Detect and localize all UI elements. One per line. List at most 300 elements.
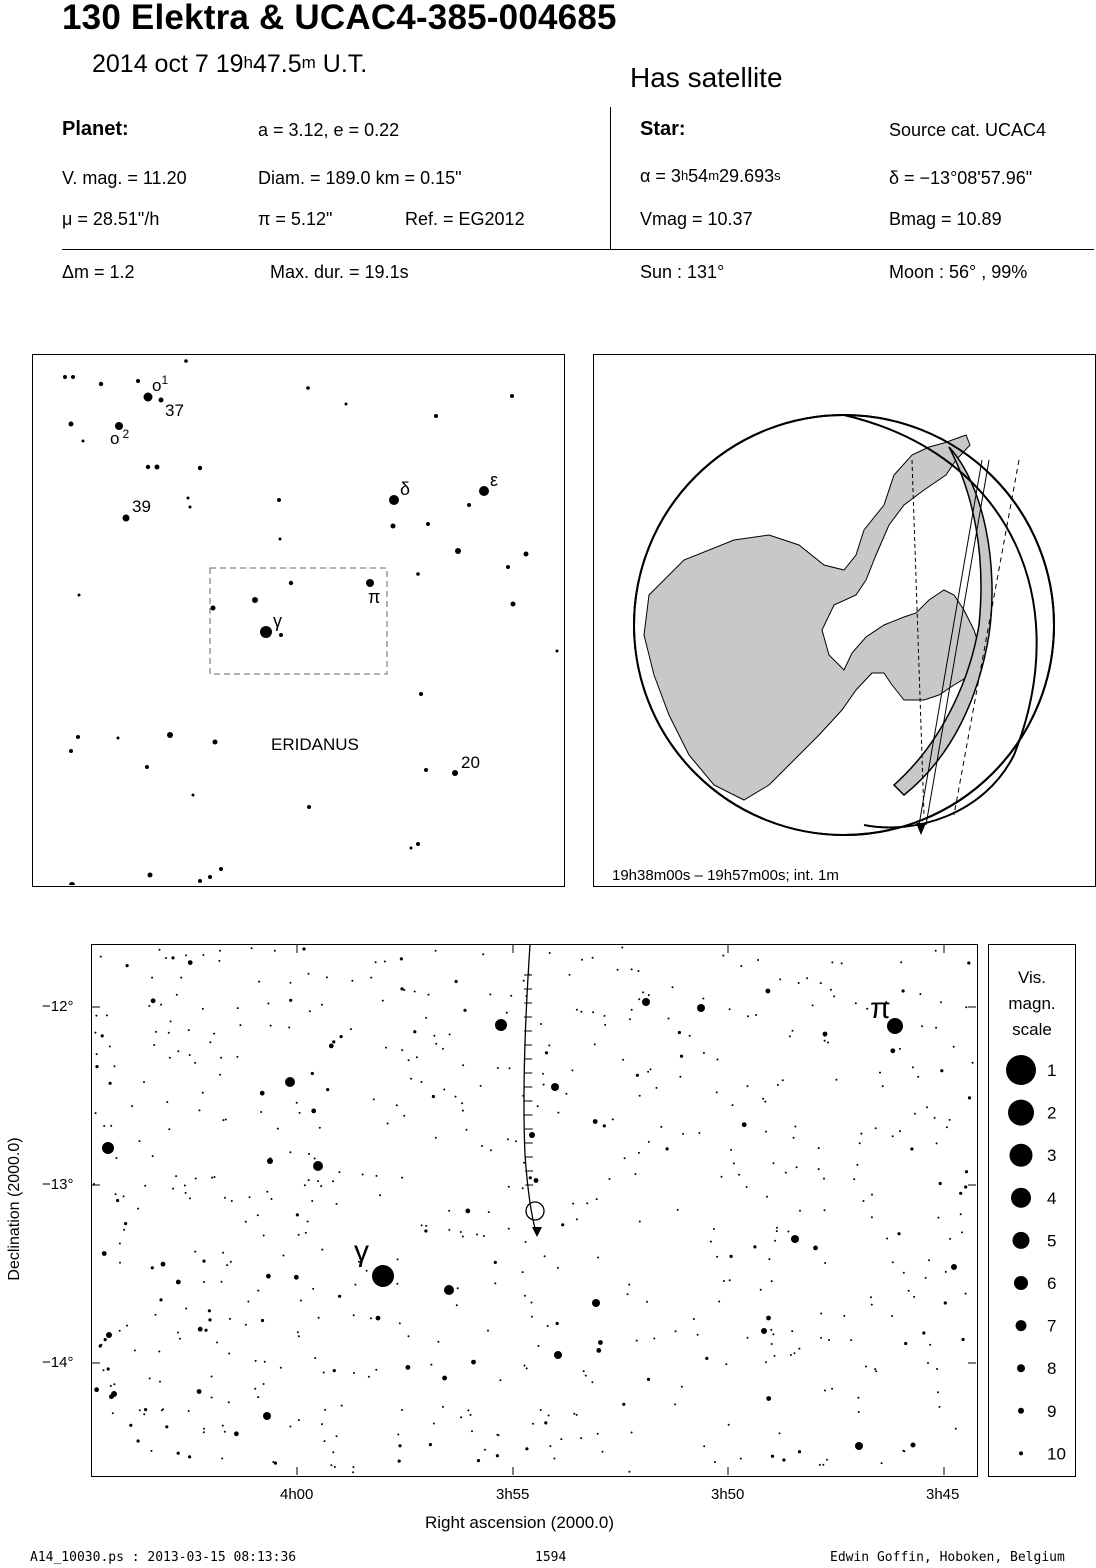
- field-star: [713, 1228, 715, 1230]
- field-star: [442, 1048, 444, 1050]
- field-star: [622, 1059, 624, 1061]
- field-star: [522, 1187, 524, 1189]
- field-star: [109, 1046, 111, 1048]
- field-star: [831, 961, 833, 963]
- field-star: [385, 1047, 387, 1049]
- field-star: [592, 957, 594, 959]
- scale-magnitude-label: 1: [1047, 1061, 1057, 1080]
- field-star: [400, 957, 403, 960]
- finder-star: [289, 581, 293, 585]
- field-star: [267, 1003, 269, 1005]
- field-star: [397, 1434, 399, 1436]
- field-star: [940, 1001, 942, 1003]
- bright-star: [267, 1158, 273, 1164]
- field-star: [548, 1415, 550, 1417]
- footer-number: 1594: [535, 1550, 567, 1565]
- field-star: [874, 1368, 876, 1370]
- field-star: [255, 1360, 257, 1362]
- field-star: [660, 1126, 662, 1128]
- field-star: [596, 1348, 601, 1353]
- field-star: [945, 1271, 947, 1273]
- field-star: [782, 1458, 785, 1461]
- field-star: [338, 1295, 341, 1298]
- field-star: [936, 1142, 938, 1144]
- field-star: [202, 954, 204, 956]
- field-star: [320, 1185, 322, 1187]
- field-star: [721, 1176, 723, 1178]
- field-star: [628, 1284, 630, 1286]
- field-star: [101, 1034, 104, 1037]
- field-star: [424, 1229, 427, 1232]
- field-star: [929, 1344, 931, 1346]
- field-star: [609, 1178, 611, 1180]
- field-star: [312, 1288, 314, 1290]
- label-epsilon: ε: [490, 470, 499, 490]
- field-star: [560, 1438, 562, 1440]
- finder-star: [279, 538, 282, 541]
- field-star: [738, 1174, 740, 1176]
- finder-star: [306, 386, 310, 390]
- field-star: [926, 1106, 928, 1108]
- scale-symbol: [1016, 1320, 1027, 1331]
- field-star: [681, 1386, 683, 1388]
- field-star: [777, 1084, 779, 1086]
- field-star: [290, 982, 292, 984]
- field-star: [332, 1451, 334, 1453]
- field-star: [891, 1315, 893, 1317]
- field-star: [334, 1466, 336, 1468]
- detail-area-box: [210, 568, 387, 674]
- bright-star: [529, 1132, 535, 1138]
- field-star: [545, 1051, 548, 1054]
- field-star: [406, 1365, 411, 1370]
- field-star: [370, 1317, 372, 1319]
- field-star: [129, 1424, 132, 1427]
- finder-star: [78, 594, 81, 597]
- field-star: [935, 1027, 937, 1029]
- field-star: [934, 1117, 936, 1119]
- event-datetime: 2014 oct 7 19$^h$47.5$^m$ U.T.: [92, 50, 368, 78]
- field-star: [523, 1162, 525, 1164]
- finder-chart-canvas: [33, 355, 563, 885]
- field-star: [477, 1459, 480, 1462]
- field-star: [729, 1008, 731, 1010]
- field-star: [576, 1009, 578, 1011]
- field-star: [899, 1048, 901, 1050]
- y-tick-12: −12°: [42, 998, 74, 1015]
- finder-star: [76, 735, 80, 739]
- field-star: [675, 1330, 677, 1332]
- star-declination: δ = −13°08'57.96": [889, 168, 1033, 188]
- field-star: [208, 1309, 211, 1312]
- field-star: [835, 1079, 837, 1081]
- field-star: [573, 1413, 575, 1415]
- field-star: [972, 1062, 974, 1064]
- field-star: [376, 1175, 378, 1177]
- field-star: [892, 1261, 894, 1263]
- field-star: [368, 1376, 370, 1378]
- field-star: [813, 1246, 818, 1251]
- field-star: [95, 1065, 98, 1068]
- field-star: [144, 1408, 147, 1411]
- field-star: [148, 1005, 150, 1007]
- scale-title: Vis. magn. scale: [1008, 968, 1056, 1039]
- field-star: [710, 1241, 712, 1243]
- field-star: [188, 1029, 190, 1031]
- planet-orbit: a = 3.12, e = 0.22: [258, 120, 400, 140]
- field-star: [824, 1390, 826, 1392]
- field-star: [336, 1203, 338, 1205]
- field-star: [456, 1304, 458, 1306]
- field-star: [247, 1301, 249, 1303]
- field-star: [304, 1184, 306, 1186]
- field-star: [249, 1196, 251, 1198]
- field-star: [820, 982, 822, 984]
- finder-star: [511, 602, 516, 607]
- field-star: [95, 1015, 97, 1017]
- field-star: [134, 1349, 136, 1351]
- finder-star: [198, 879, 202, 883]
- field-star: [151, 1450, 153, 1452]
- field-star: [936, 1368, 938, 1370]
- field-star: [871, 1304, 873, 1306]
- field-star: [442, 1406, 444, 1408]
- field-star: [967, 961, 970, 964]
- field-star: [457, 1287, 459, 1289]
- field-star: [172, 1188, 174, 1190]
- field-star: [137, 1208, 139, 1210]
- field-star: [370, 977, 372, 979]
- field-star: [401, 1049, 403, 1051]
- field-star: [177, 1452, 180, 1455]
- field-star: [401, 1409, 403, 1411]
- field-star: [197, 1389, 202, 1394]
- field-star: [119, 1262, 121, 1264]
- field-star: [433, 1423, 435, 1425]
- field-star: [553, 1458, 555, 1460]
- scale-symbol: [1006, 1055, 1036, 1085]
- field-star: [185, 954, 187, 956]
- bright-star: [761, 1328, 767, 1334]
- field-star: [257, 1290, 259, 1292]
- field-star: [470, 1414, 472, 1416]
- scale-symbol: [1019, 1451, 1023, 1455]
- field-star: [650, 1068, 652, 1070]
- constellation-label: ERIDANUS: [271, 735, 359, 754]
- field-star: [260, 1091, 265, 1096]
- field-star: [324, 1440, 326, 1442]
- field-star: [198, 1327, 203, 1332]
- field-star: [723, 1280, 725, 1282]
- field-star: [309, 1010, 311, 1012]
- field-star: [622, 1403, 625, 1406]
- finder-star: [345, 403, 348, 406]
- field-star: [449, 1033, 451, 1035]
- field-star: [94, 1032, 96, 1034]
- field-star: [119, 1330, 121, 1332]
- field-star: [254, 1388, 256, 1390]
- finder-star: [510, 394, 514, 398]
- field-star: [598, 1340, 603, 1345]
- field-star: [871, 1216, 873, 1218]
- field-star: [766, 989, 771, 994]
- finder-star: [416, 572, 420, 576]
- finder-star: [556, 650, 559, 653]
- x-tick-3h55: 3h55: [496, 1486, 530, 1503]
- field-star: [515, 1140, 517, 1142]
- field-star: [965, 1293, 967, 1295]
- field-star: [531, 1302, 533, 1304]
- scale-symbol: [1010, 1144, 1033, 1167]
- field-star: [544, 1255, 546, 1257]
- finder-star: [424, 768, 428, 772]
- field-star: [592, 1011, 594, 1013]
- field-star: [740, 1458, 742, 1460]
- field-star: [211, 1397, 213, 1399]
- field-star: [822, 1464, 824, 1466]
- field-star: [488, 1211, 490, 1213]
- field-star: [507, 1138, 509, 1140]
- field-star: [219, 950, 221, 952]
- finder-star: [69, 882, 75, 885]
- field-star: [297, 1331, 299, 1333]
- field-star: [716, 1091, 718, 1093]
- field-star: [787, 1231, 789, 1233]
- field-star: [525, 1241, 527, 1243]
- field-star: [879, 1072, 881, 1074]
- finder-star: [277, 498, 281, 502]
- field-star: [305, 1232, 307, 1234]
- field-star: [300, 1300, 302, 1302]
- field-star: [416, 1056, 418, 1058]
- field-star: [336, 1435, 338, 1437]
- field-star: [850, 1339, 852, 1341]
- label-pi-detail: π: [870, 992, 891, 1025]
- bright-star: [102, 1142, 114, 1154]
- field-star: [266, 1191, 268, 1193]
- field-star: [408, 1335, 410, 1337]
- field-star: [522, 1271, 524, 1273]
- field-star: [586, 1202, 588, 1204]
- field-star: [397, 1258, 399, 1260]
- field-star: [277, 1128, 279, 1130]
- field-star: [674, 1403, 676, 1405]
- finder-star: [159, 398, 164, 403]
- field-star: [109, 1082, 112, 1085]
- field-star: [203, 1431, 205, 1433]
- field-star: [508, 1228, 510, 1230]
- field-star: [824, 1262, 826, 1264]
- field-star: [340, 1035, 343, 1038]
- field-star: [572, 1203, 574, 1205]
- scale-magnitude-label: 5: [1047, 1231, 1057, 1251]
- field-star: [779, 1432, 781, 1434]
- field-star: [289, 1426, 291, 1428]
- field-star: [532, 1423, 534, 1425]
- label-37: 37: [165, 401, 184, 420]
- field-star: [311, 1200, 313, 1202]
- field-star: [523, 980, 525, 982]
- field-star: [280, 1367, 282, 1369]
- finder-star: [189, 506, 192, 509]
- bright-star: [551, 1083, 559, 1091]
- field-star: [321, 1423, 323, 1425]
- field-star: [202, 1260, 205, 1263]
- field-star: [912, 1066, 914, 1068]
- field-star: [429, 1443, 432, 1446]
- finder-star: [479, 486, 489, 496]
- field-star: [597, 1433, 599, 1435]
- field-star: [455, 1096, 457, 1098]
- bright-star: [855, 1442, 863, 1450]
- bright-star: [554, 1351, 562, 1359]
- finder-star: [148, 873, 153, 878]
- field-star: [656, 1087, 658, 1089]
- finder-star: [198, 466, 202, 470]
- field-star: [799, 1210, 801, 1212]
- field-star: [718, 1301, 720, 1303]
- field-star: [812, 1004, 814, 1006]
- field-star: [139, 1140, 141, 1142]
- field-star: [375, 1369, 377, 1371]
- field-star: [155, 1031, 157, 1033]
- field-star: [112, 1412, 114, 1414]
- planet-vmag: V. mag. = 11.20: [62, 168, 187, 188]
- field-star: [189, 1197, 191, 1199]
- field-star: [203, 1281, 205, 1283]
- field-star: [231, 1200, 233, 1202]
- field-star: [580, 1011, 582, 1013]
- field-star: [859, 1142, 861, 1144]
- field-star: [139, 1409, 141, 1411]
- finder-star: [63, 375, 67, 379]
- field-star: [913, 1296, 915, 1298]
- field-star: [949, 1119, 951, 1121]
- field-star: [672, 986, 674, 988]
- field-star: [939, 1406, 941, 1408]
- field-star: [350, 1028, 352, 1030]
- field-star: [408, 1059, 410, 1061]
- field-star: [953, 1046, 955, 1048]
- field-star: [642, 991, 644, 993]
- field-star: [94, 1387, 99, 1392]
- field-star: [702, 998, 704, 1000]
- field-star: [258, 981, 260, 983]
- field-star: [308, 1179, 310, 1181]
- field-star: [747, 1015, 749, 1017]
- field-star: [828, 1339, 830, 1341]
- field-star: [289, 999, 292, 1002]
- field-star: [576, 1218, 578, 1220]
- field-star: [245, 1324, 247, 1326]
- field-star: [583, 1370, 585, 1372]
- field-star: [302, 947, 305, 950]
- field-star: [965, 1170, 968, 1173]
- field-star: [260, 1111, 262, 1113]
- finder-chart: [32, 354, 565, 887]
- field-star: [222, 1119, 224, 1121]
- field-star: [177, 1050, 179, 1052]
- field-star: [638, 970, 640, 972]
- field-star: [496, 1434, 498, 1436]
- field-star: [537, 1105, 539, 1107]
- field-star: [329, 1044, 334, 1049]
- field-star: [949, 1238, 951, 1240]
- y-tick-14: −14°: [42, 1354, 74, 1371]
- finder-star: [260, 626, 272, 638]
- field-star: [425, 1017, 427, 1019]
- magnitude-drop: Δm = 1.2: [62, 262, 135, 282]
- field-star: [843, 1315, 845, 1317]
- field-star: [396, 1283, 398, 1285]
- field-star: [729, 1279, 731, 1281]
- table-divider: [610, 107, 611, 249]
- x-tick-3h50: 3h50: [711, 1486, 745, 1503]
- field-star: [184, 1185, 186, 1187]
- field-star: [818, 1147, 820, 1149]
- field-star: [153, 1044, 155, 1046]
- field-star: [865, 1366, 867, 1368]
- field-star: [352, 1471, 354, 1473]
- field-star: [631, 968, 633, 970]
- field-star: [771, 1343, 773, 1345]
- field-star: [937, 1391, 939, 1393]
- field-star: [540, 1023, 542, 1025]
- field-star: [494, 1282, 496, 1284]
- finder-star: [419, 692, 423, 696]
- scale-magnitude-label: 8: [1047, 1359, 1057, 1379]
- field-star: [870, 1296, 872, 1298]
- field-star: [341, 1405, 343, 1407]
- finder-star: [82, 440, 85, 443]
- footer-file: A14_10030.ps : 2013-03-15 08:13:36: [30, 1550, 297, 1565]
- field-star: [222, 1425, 224, 1427]
- field-star: [833, 995, 835, 997]
- field-star: [175, 1175, 177, 1177]
- field-star: [627, 1293, 629, 1295]
- field-star: [137, 1439, 140, 1442]
- field-star: [387, 1123, 389, 1125]
- field-star: [647, 1071, 649, 1073]
- field-star: [540, 1409, 542, 1411]
- field-star: [648, 1141, 650, 1143]
- field-star: [960, 1213, 962, 1215]
- field-star: [266, 1274, 271, 1279]
- field-star: [311, 1072, 314, 1075]
- field-star: [204, 1329, 207, 1332]
- field-star: [433, 1035, 435, 1037]
- field-star: [925, 1277, 927, 1279]
- planet-label: Planet:: [62, 118, 129, 140]
- field-star: [636, 1074, 639, 1077]
- field-star: [939, 1182, 942, 1185]
- field-star: [283, 1255, 285, 1257]
- field-star: [819, 1464, 821, 1466]
- field-star: [321, 1004, 323, 1006]
- field-star: [747, 1085, 749, 1087]
- scale-magnitude-label: 10: [1047, 1444, 1066, 1464]
- field-star: [123, 1229, 125, 1231]
- bright-star: [444, 1285, 454, 1295]
- field-star: [826, 1459, 828, 1461]
- field-star: [159, 949, 161, 951]
- field-star: [556, 1322, 559, 1325]
- page-title: 130 Elektra & UCAC4-385-004685: [62, 0, 617, 37]
- field-star: [106, 1014, 108, 1016]
- field-star: [634, 1173, 636, 1175]
- field-star: [824, 1209, 826, 1211]
- field-star: [294, 1275, 299, 1280]
